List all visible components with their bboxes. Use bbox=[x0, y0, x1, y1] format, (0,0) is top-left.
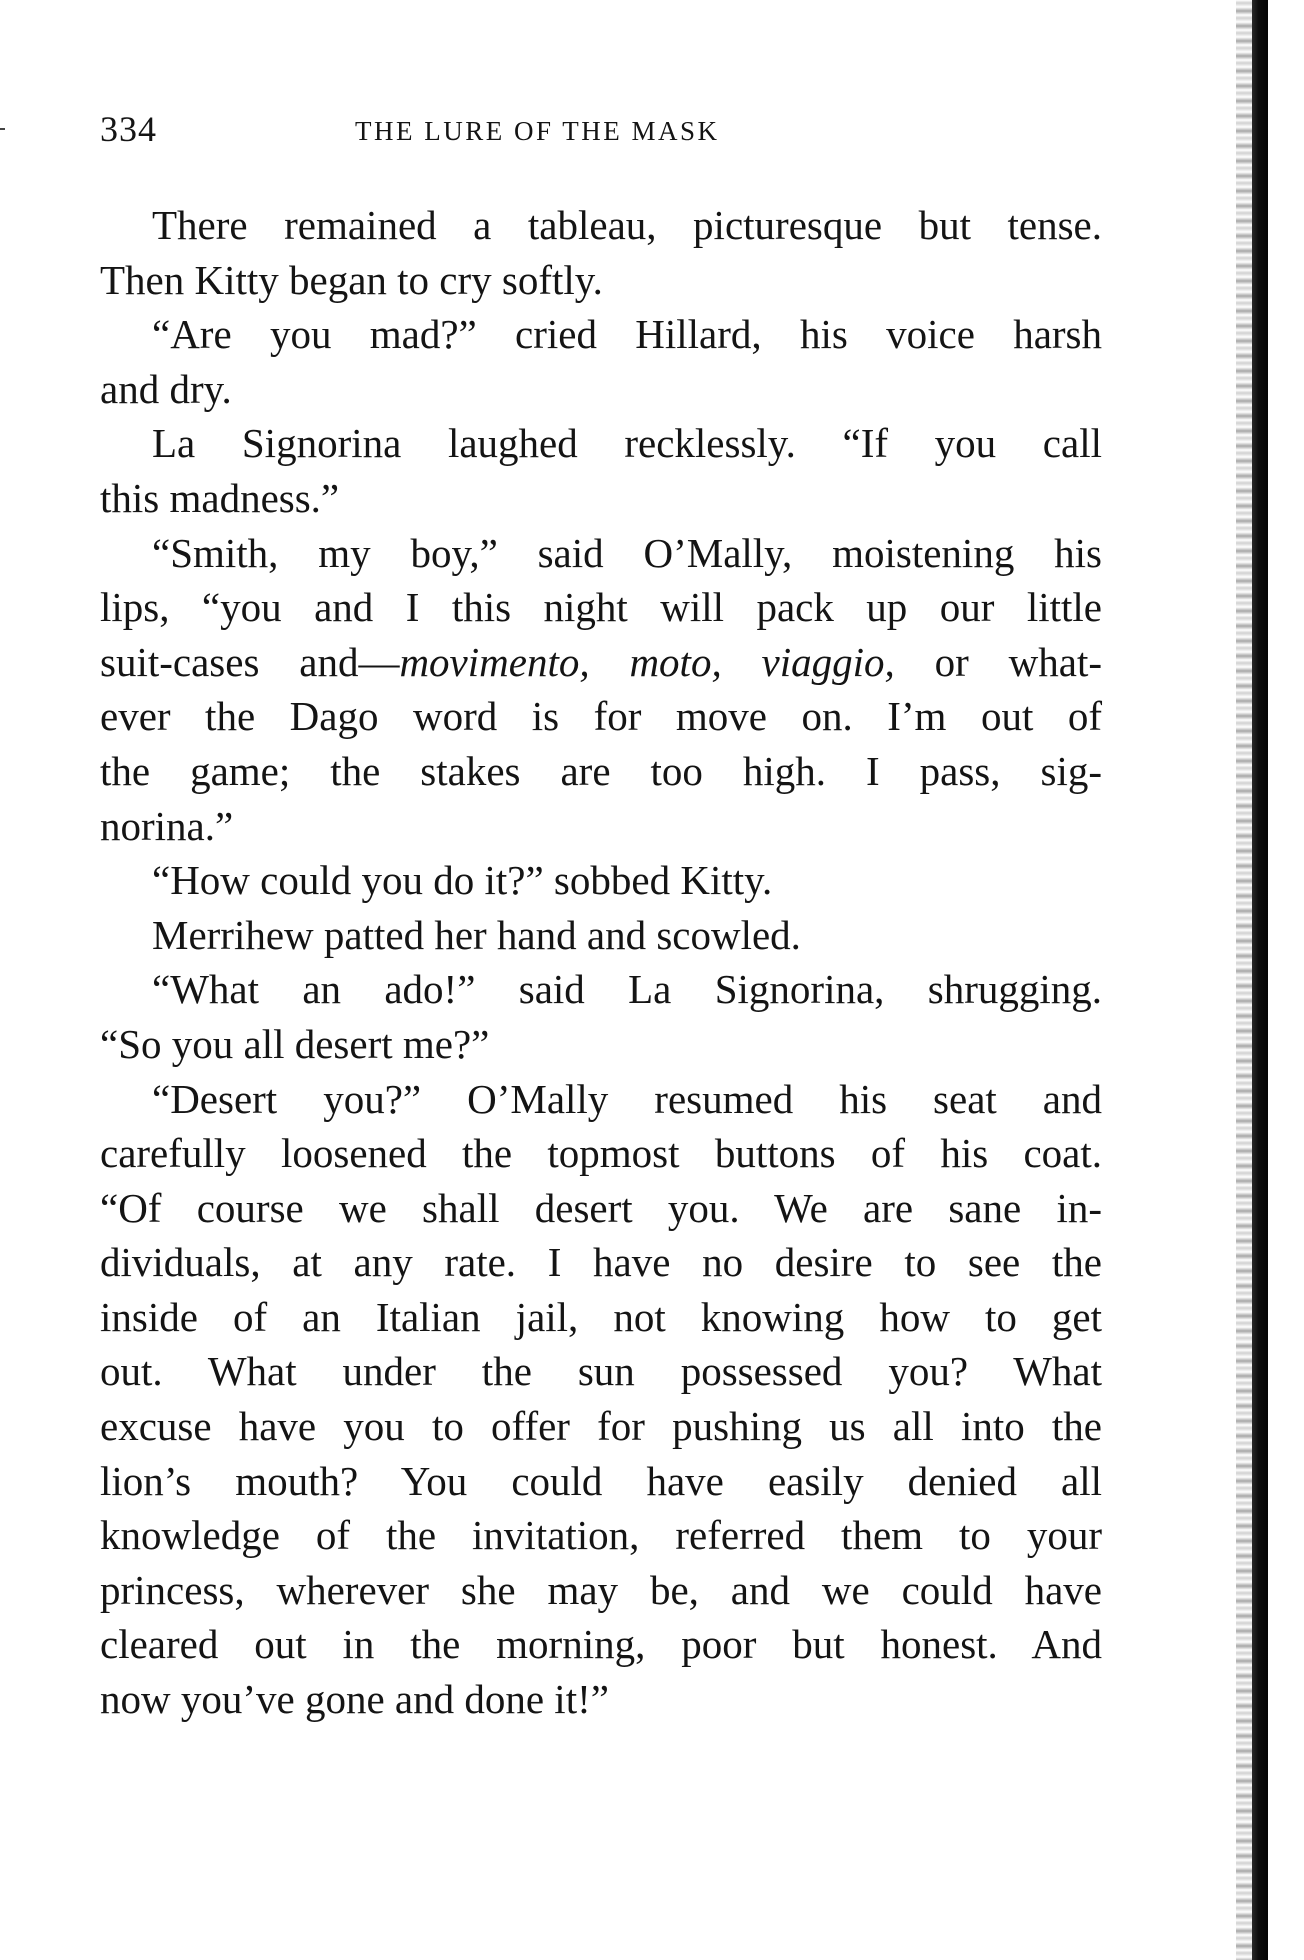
line-text-after: or what- bbox=[894, 638, 1102, 685]
italic-phrase: movimento, moto, viaggio, bbox=[399, 638, 895, 685]
text-line: “What an ado!” said La Signorina, shrugging. bbox=[152, 966, 1102, 1013]
text-line: excuse have you to offer for pushing us all into the bbox=[100, 1403, 1102, 1450]
text-line: “Smith, my boy,” said O’Mally, moistening his bbox=[152, 529, 1102, 576]
text-line: dividuals, at any rate. I have no desire to see the bbox=[100, 1239, 1102, 1286]
text-line: now you’ve gone and done it!” bbox=[100, 1676, 609, 1723]
text-line: carefully loosened the topmost buttons of his coat. bbox=[100, 1130, 1102, 1177]
text-line: the game; the stakes are too high. I pass, sig- bbox=[100, 747, 1102, 794]
page-number: 334 bbox=[100, 109, 157, 149]
text-line: “So you all desert me?” bbox=[100, 1020, 490, 1067]
page-header bbox=[100, 108, 1100, 156]
running-title: THE LURE OF THE MASK bbox=[355, 116, 720, 146]
text-line: “How could you do it?” sobbed Kitty. bbox=[152, 857, 773, 904]
text-line: “Are you mad?” cried Hillard, his voice harsh bbox=[152, 311, 1102, 358]
text-line: this madness.” bbox=[100, 474, 340, 521]
binding-edge bbox=[1252, 0, 1268, 1960]
text-line: and dry. bbox=[100, 365, 232, 412]
page-edge-mark bbox=[0, 128, 5, 130]
text-line: ever the Dago word is for move on. I’m out of bbox=[100, 693, 1102, 740]
text-line: cleared out in the morning, poor but honest. And bbox=[100, 1621, 1102, 1668]
text-line: There remained a tableau, picturesque but tense. bbox=[152, 202, 1102, 248]
text-line: lips, “you and I this night will pack up our little bbox=[100, 584, 1102, 631]
text-line: “Desert you?” O’Mally resumed his seat and bbox=[152, 1075, 1102, 1122]
line-text-before: suit-cases and— bbox=[100, 638, 400, 685]
text-line: La Signorina laughed recklessly. “If you call bbox=[152, 420, 1102, 467]
text-line: out. What under the sun possessed you? What bbox=[100, 1348, 1102, 1395]
text-line: knowledge of the invitation, referred them to your bbox=[100, 1512, 1102, 1559]
text-line: princess, wherever she may be, and we could have bbox=[100, 1566, 1102, 1613]
body-text bbox=[100, 198, 1102, 1727]
text-line: Then Kitty began to cry softly. bbox=[100, 256, 603, 303]
text-line-italic-phrase bbox=[100, 635, 1102, 690]
text-line: norina.” bbox=[100, 802, 234, 849]
text-line: “Of course we shall desert you. We are sane in- bbox=[100, 1184, 1102, 1231]
text-line: Merrihew patted her hand and scowled. bbox=[152, 911, 801, 958]
text-line: inside of an Italian jail, not knowing how to get bbox=[100, 1293, 1102, 1340]
text-line: lion’s mouth? You could have easily denied all bbox=[100, 1457, 1102, 1504]
